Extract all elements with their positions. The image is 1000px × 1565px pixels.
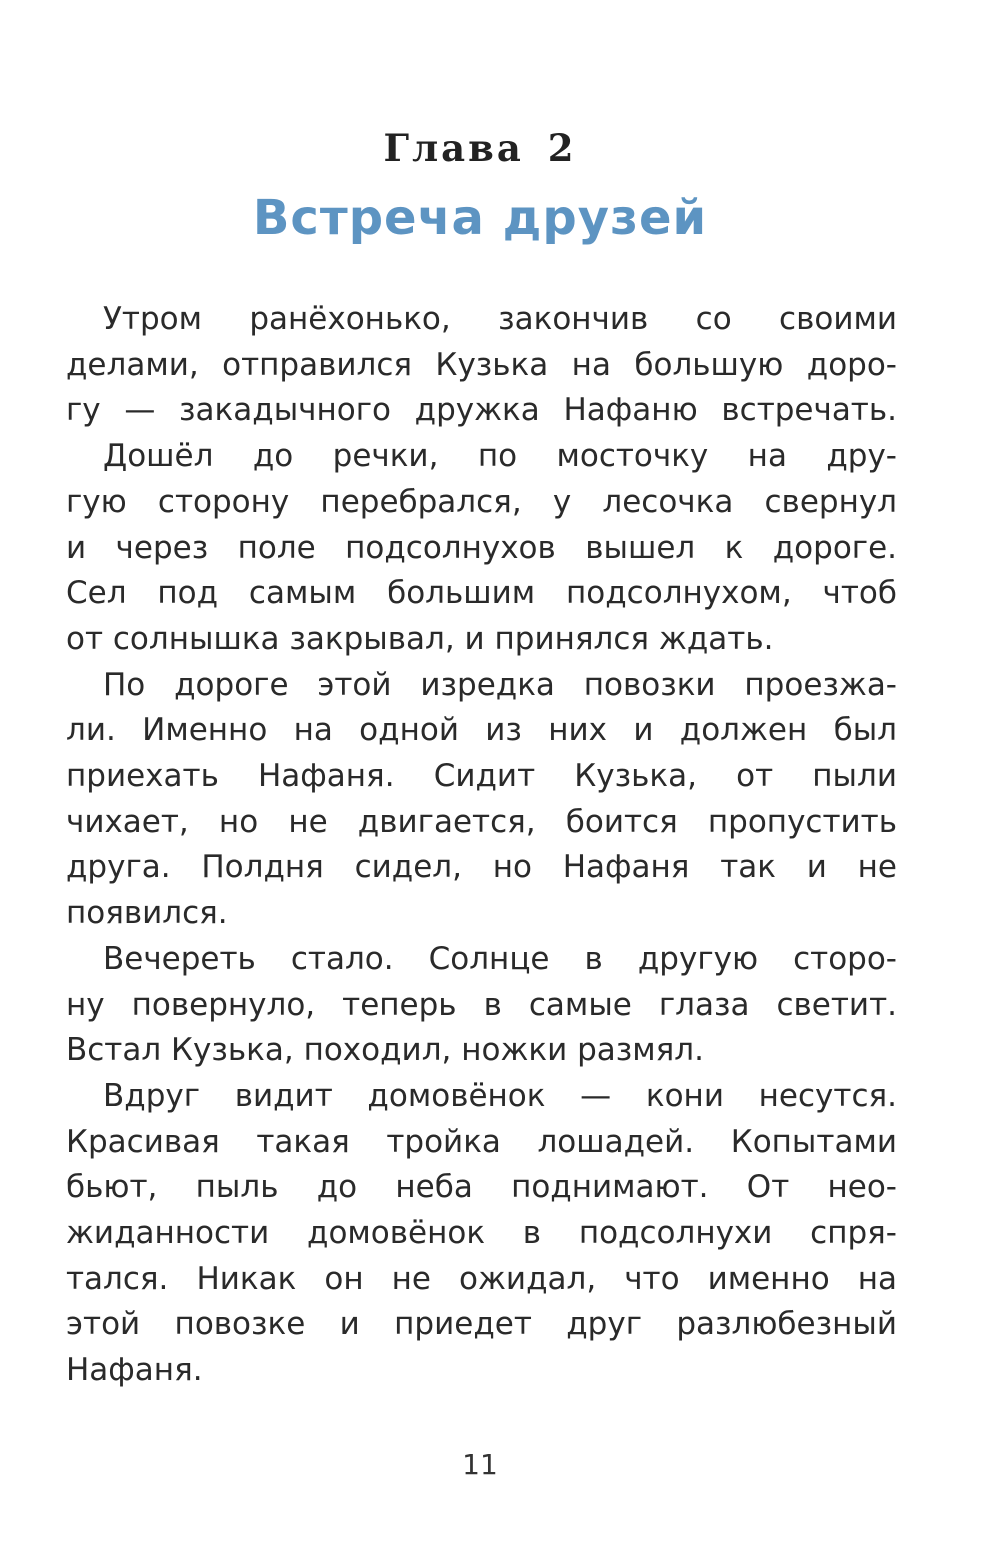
text-line: ну повернуло, теперь в самые глаза светит.	[66, 986, 897, 1023]
text-line: и через поле подсолнухов вышел к дороге.	[66, 529, 897, 566]
text-line: тался. Никак он не ожидал, что именно на	[66, 1260, 897, 1297]
text-line: приехать Нафаня. Сидит Кузька, от пыли	[66, 758, 897, 795]
chapter-label: Глава 2	[383, 126, 577, 170]
text-line: жиданности домовёнок в подсолнухи спря-	[66, 1215, 897, 1252]
text-line: ли. Именно на одной из них и должен был	[66, 712, 897, 749]
text-line: делами, отправился Кузька на большую доро-	[66, 346, 897, 383]
text-line: этой повозке и приедет друг разлюбезный	[66, 1306, 897, 1343]
text-line: По дороге этой изредка повозки проезжа-	[103, 666, 897, 703]
text-line: Вечереть стало. Солнце в другую сторо-	[103, 940, 897, 977]
text-line: Утром ранёхонько, закончив со своими	[103, 301, 897, 337]
page-number: 11	[462, 1448, 498, 1481]
text-line: Сел под самым большим подсолнухом, чтоб	[66, 575, 897, 612]
text-line: от солнышка закрывал, и принялся ждать.	[66, 620, 774, 657]
text-line: Нафаня.	[66, 1352, 203, 1389]
text-line: Вдруг видит домовёнок — кони несутся.	[103, 1077, 897, 1114]
text-line: Дошёл до речки, по мосточку на дру-	[103, 438, 897, 475]
text-line: гу — закадычного дружка Нафаню встречать.	[66, 392, 897, 429]
text-line: друга. Полдня сидел, но Нафаня так и не	[66, 849, 897, 886]
text-line: Красивая такая тройка лошадей. Копытами	[66, 1123, 897, 1160]
text-line: Встал Кузька, походил, ножки размял.	[66, 1032, 704, 1069]
text-line: появился.	[66, 895, 228, 932]
chapter-title: Встреча друзей	[252, 190, 708, 246]
text-line: чихает, но не двигается, боится пропустить	[66, 803, 897, 840]
body-text	[66, 297, 897, 1394]
text-line: бьют, пыль до неба поднимают. От нео-	[66, 1169, 897, 1206]
text-line: гую сторону перебрался, у лесочка свернул	[66, 483, 897, 520]
